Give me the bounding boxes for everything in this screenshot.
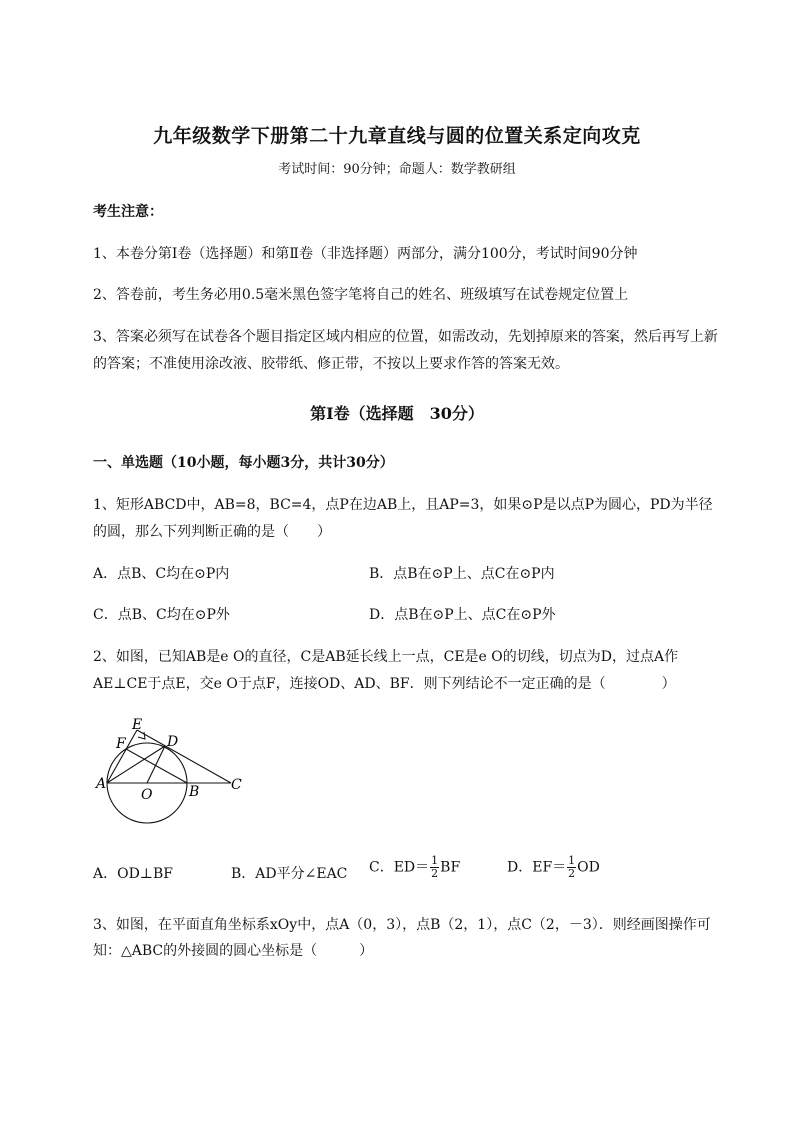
label-c: C [231, 777, 242, 793]
fraction-numerator: 1 [431, 854, 439, 867]
q1-option-d: D．点B在⊙P上、点C在⊙P外 [369, 607, 556, 623]
q3-stem-line-2: 知：△ABC的外接圆的圆心坐标是（ ） [93, 943, 374, 959]
label-f: F [116, 736, 126, 752]
q2-option-c-prefix: C．ED＝ [369, 859, 430, 876]
label-d: D [167, 734, 179, 750]
q2-option-c [369, 855, 460, 880]
q2-option-c-suffix: BF [440, 859, 461, 876]
fraction-denominator: 2 [568, 867, 576, 880]
notice-item-3-line-2: 的答案；不准使用涂改液、胶带纸、修正带，不按以上要求作答的答案无效。 [93, 356, 569, 372]
part-heading: 一、单选题（10小题，每小题3分，共计30分） [93, 455, 394, 471]
fraction-numerator: 1 [568, 854, 576, 867]
label-o: O [141, 787, 153, 803]
exam-info: 考试时间：90分钟；命题人：数学教研组 [278, 162, 516, 177]
label-e: E [132, 717, 143, 733]
q3-stem-line-1: 3、如图，在平面直角坐标系xOy中，点A（0，3），点B（2，1），点C（2，－3）．则经画图操作可 [93, 917, 711, 933]
notice-item-1: 1、本卷分第Ⅰ卷（选择题）和第Ⅱ卷（非选择题）两部分，满分100分，考试时间90分钟 [93, 246, 638, 262]
page-title: 九年级数学下册第二十九章直线与圆的位置关系定向攻克 [153, 125, 641, 147]
q2-option-a: A．OD⊥BF [93, 866, 173, 882]
q2-option-d-suffix: OD [577, 859, 600, 876]
q1-stem-line-1: 1、矩形ABCD中，AB=8，BC=4，点P在边AB上，且AP=3，如果⊙P是以点P为圆心，PD为半径 [93, 497, 713, 513]
q2-option-d [507, 855, 600, 880]
fraction-one-half [567, 855, 576, 880]
q1-option-b: B．点B在⊙P上、点C在⊙P内 [369, 566, 555, 582]
notice-heading: 考生注意： [93, 204, 163, 220]
section-title: 第Ⅰ卷（选择题 30分） [310, 404, 484, 423]
fraction-denominator: 2 [431, 867, 439, 880]
fraction-one-half [430, 855, 439, 880]
notice-item-2: 2、答卷前，考生务必用0.5毫米黑色签字笔将自己的姓名、班级填写在试卷规定位置上 [93, 287, 629, 303]
q2-option-b: B．AD平分∠EAC [231, 866, 348, 882]
q1-option-c: C．点B、C均在⊙P外 [93, 607, 230, 623]
notice-item-3-line-1: 3、答案必须写在试卷各个题目指定区域内相应的位置，如需改动，先划掉原来的答案，然后再写上新 [93, 329, 718, 345]
q1-option-a: A．点B、C均在⊙P内 [93, 566, 230, 582]
label-b: B [189, 784, 200, 800]
q2-geometry-figure [93, 712, 253, 834]
q2-stem-line-1: 2、如图，已知AB是e O的直径，C是AB延长线上一点，CE是e O的切线，切点为D，过点A作 [93, 649, 679, 665]
label-a: A [96, 776, 107, 792]
q1-stem-line-2: 的圆，那么下列判断正确的是（ ） [93, 524, 331, 540]
segment-bf [126, 749, 187, 783]
q2-stem-line-2: AE⊥CE于点E，交e O于点F，连接OD、AD、BF．则下列结论不一定正确的是（ ） [93, 676, 676, 692]
q2-option-d-prefix: D．EF＝ [507, 859, 567, 876]
